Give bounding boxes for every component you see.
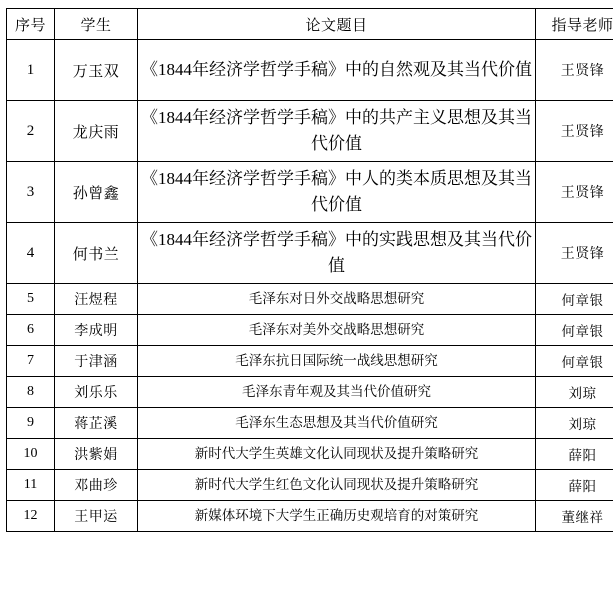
cell-sequence-number: 5	[7, 284, 55, 315]
table-header-row	[7, 9, 613, 40]
cell-advisor-name: 薛阳	[536, 470, 613, 501]
cell-thesis-title: 毛泽东青年观及其当代价值研究	[138, 377, 536, 408]
table-row	[7, 284, 613, 315]
cell-thesis-title: 毛泽东对美外交战略思想研究	[138, 315, 536, 346]
cell-advisor-name: 刘琼	[536, 408, 613, 439]
cell-thesis-title: 《1844年经济学哲学手稿》中的实践思想及其当代价值	[138, 223, 536, 284]
cell-sequence-number: 3	[7, 162, 55, 223]
cell-thesis-title: 《1844年经济学哲学手稿》中人的类本质思想及其当代价值	[138, 162, 536, 223]
cell-student-name: 蒋芷溪	[55, 408, 138, 439]
cell-sequence-number: 7	[7, 346, 55, 377]
cell-student-name: 邓曲珍	[55, 470, 138, 501]
cell-advisor-name: 王贤锋	[536, 101, 613, 162]
cell-student-name: 洪紫娟	[55, 439, 138, 470]
table-row	[7, 377, 613, 408]
cell-sequence-number: 6	[7, 315, 55, 346]
table-row	[7, 315, 613, 346]
column-header-advisor: 指导老师	[536, 9, 613, 40]
cell-student-name: 王甲运	[55, 501, 138, 532]
table-row	[7, 162, 613, 223]
cell-student-name: 龙庆雨	[55, 101, 138, 162]
cell-advisor-name: 刘琼	[536, 377, 613, 408]
cell-thesis-title: 新媒体环境下大学生正确历史观培育的对策研究	[138, 501, 536, 532]
cell-advisor-name: 何章银	[536, 284, 613, 315]
column-header-student: 学生	[55, 9, 138, 40]
cell-thesis-title: 毛泽东生态思想及其当代价值研究	[138, 408, 536, 439]
cell-student-name: 何书兰	[55, 223, 138, 284]
table-row	[7, 408, 613, 439]
cell-sequence-number: 11	[7, 470, 55, 501]
cell-student-name: 孙曾鑫	[55, 162, 138, 223]
cell-sequence-number: 8	[7, 377, 55, 408]
table-row	[7, 346, 613, 377]
table-row	[7, 223, 613, 284]
cell-thesis-title: 《1844年经济学哲学手稿》中的共产主义思想及其当代价值	[138, 101, 536, 162]
cell-student-name: 李成明	[55, 315, 138, 346]
cell-advisor-name: 王贤锋	[536, 223, 613, 284]
cell-advisor-name: 王贤锋	[536, 162, 613, 223]
thesis-assignment-table	[6, 8, 613, 532]
cell-thesis-title: 毛泽东对日外交战略思想研究	[138, 284, 536, 315]
table-row	[7, 101, 613, 162]
cell-sequence-number: 12	[7, 501, 55, 532]
column-header-title: 论文题目	[138, 9, 536, 40]
cell-thesis-title: 毛泽东抗日国际统一战线思想研究	[138, 346, 536, 377]
cell-advisor-name: 何章银	[536, 315, 613, 346]
table-body	[7, 40, 613, 532]
cell-sequence-number: 4	[7, 223, 55, 284]
column-header-seq: 序号	[7, 9, 55, 40]
cell-sequence-number: 10	[7, 439, 55, 470]
cell-student-name: 汪煜程	[55, 284, 138, 315]
table-row	[7, 439, 613, 470]
table-row	[7, 501, 613, 532]
cell-advisor-name: 何章银	[536, 346, 613, 377]
table-row	[7, 470, 613, 501]
cell-sequence-number: 9	[7, 408, 55, 439]
cell-advisor-name: 王贤锋	[536, 40, 613, 101]
cell-student-name: 万玉双	[55, 40, 138, 101]
cell-thesis-title: 《1844年经济学哲学手稿》中的自然观及其当代价值	[138, 40, 536, 101]
cell-thesis-title: 新时代大学生英雄文化认同现状及提升策略研究	[138, 439, 536, 470]
cell-sequence-number: 1	[7, 40, 55, 101]
cell-sequence-number: 2	[7, 101, 55, 162]
cell-thesis-title: 新时代大学生红色文化认同现状及提升策略研究	[138, 470, 536, 501]
cell-advisor-name: 董继祥	[536, 501, 613, 532]
cell-student-name: 于津涵	[55, 346, 138, 377]
cell-student-name: 刘乐乐	[55, 377, 138, 408]
table-row	[7, 40, 613, 101]
cell-advisor-name: 薛阳	[536, 439, 613, 470]
